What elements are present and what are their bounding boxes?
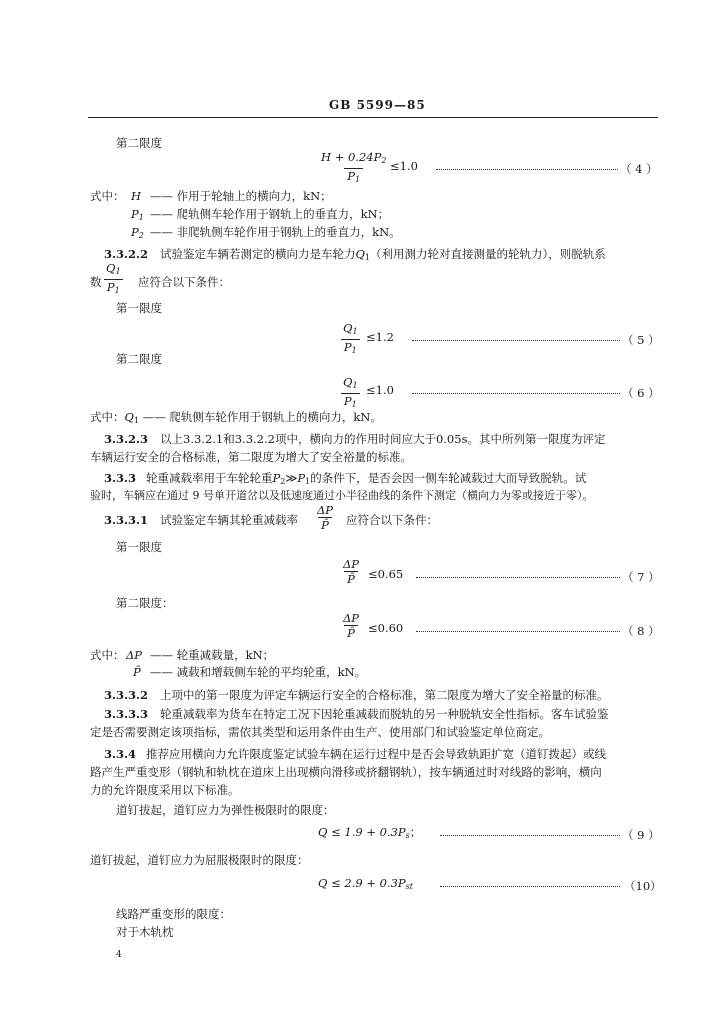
s3322-frac-num: Q bbox=[106, 261, 116, 275]
eq6-relation: ≤1.0 bbox=[366, 383, 394, 397]
eq4-fraction bbox=[318, 150, 389, 187]
s3322-number: 3.3.2.2 bbox=[104, 247, 149, 261]
s333-line2: 验时，车辆应在通过 9 号单开道岔以及低速度通过小半径曲线的条件下测定（横向力为零或接近于零）。 bbox=[90, 489, 594, 502]
s334-line1: 推荐应用横向力允许限度鉴定试验车辆在运行过程中是否会导致轨距扩宽（道钉拨起）或线 bbox=[146, 747, 606, 761]
s3323-line2: 车辆运行安全的合格标准，第二限度为增大了安全裕量的标准。 bbox=[90, 450, 412, 464]
eq6-numerator-sub: 1 bbox=[352, 381, 358, 390]
def1-p1-sub: 1 bbox=[138, 213, 144, 222]
s333-p2: P bbox=[272, 471, 281, 485]
eq5-denominator: P bbox=[343, 340, 352, 354]
eq4-numerator: H + 0.24P bbox=[321, 150, 382, 164]
eq5-numerator-sub: 1 bbox=[352, 327, 358, 336]
def2-intro: 式中： bbox=[90, 410, 125, 424]
def3-dp-text: —— 轮重减载量，kN； bbox=[150, 648, 275, 662]
s333-p2-sub: 2 bbox=[280, 477, 286, 486]
s3333-line1: 轮重减载率为货车在特定工况下因轮重减载而脱轨的另一种脱轨安全性指标。客车试验鉴 bbox=[160, 707, 609, 721]
tail-line2: 对于木轨枕 bbox=[116, 925, 174, 939]
eq6-fraction bbox=[340, 375, 361, 412]
s3322-suffix: 应符合以下条件： bbox=[138, 275, 230, 289]
s333-p1-sub: 1 bbox=[305, 477, 311, 486]
s3331-suffix: 应符合以下条件： bbox=[346, 513, 438, 527]
eq4-denominator-sub: 1 bbox=[355, 175, 361, 184]
eq10-formula-sub: st bbox=[405, 882, 413, 891]
page-number: 4 bbox=[116, 950, 122, 960]
s333-line1 bbox=[146, 471, 586, 489]
eq5-denominator-sub: 1 bbox=[351, 346, 357, 355]
eq9-formula bbox=[318, 825, 421, 843]
eq8-leader bbox=[416, 630, 620, 632]
s3322-line1 bbox=[160, 247, 606, 265]
s3322-prefix: 数 bbox=[90, 275, 102, 289]
eq4-label: 第二限度 bbox=[116, 136, 162, 150]
eq5-label: 第一限度 bbox=[116, 301, 162, 315]
s3333-line2: 定是否需要测定该项指标，需依其类型和运用条件由生产、使用部门和试验鉴定单位商定。 bbox=[90, 725, 550, 739]
eq9-label: 道钉拔起，道钉应力为弹性极限时的限度： bbox=[116, 803, 335, 817]
eq8-label: 第二限度： bbox=[116, 596, 174, 610]
s3331-fraction bbox=[314, 503, 336, 532]
eq4-number: （ 4 ） bbox=[620, 162, 658, 176]
def1-p2-letter: P bbox=[131, 225, 139, 239]
eq10-leader bbox=[440, 885, 620, 887]
s3322-text1: 试验鉴定车辆若测定的横向力是车轮力 bbox=[160, 247, 356, 261]
s334-line2: 路产生严重变形（钢轨和轨枕在道床上出现横向滑移或挤翻钢轨），按车辆通过时对线路的影响，横向 bbox=[90, 765, 602, 779]
eq9-formula-sub: s bbox=[405, 831, 410, 840]
eq8-numerator: ΔP bbox=[343, 611, 360, 625]
eq5-numerator: Q bbox=[343, 321, 353, 335]
s3322-q1-sub: 1 bbox=[364, 253, 371, 262]
eq6-denominator: P bbox=[343, 394, 352, 408]
def1-p1-text: —— 爬轨侧车轮作用于钢轨上的垂直力，kN； bbox=[150, 207, 390, 221]
def2-line bbox=[90, 410, 382, 428]
eq6-leader bbox=[412, 392, 620, 394]
header-rule bbox=[88, 117, 658, 118]
s3322-fraction bbox=[103, 261, 124, 298]
eq9-leader bbox=[440, 834, 620, 836]
s3331-number: 3.3.3.1 bbox=[104, 513, 149, 527]
def2-symbol: Q bbox=[124, 410, 134, 424]
eq10-label: 道钉拔起，道钉应力为屈服极限时的限度： bbox=[90, 853, 309, 867]
eq7-number: （ 7 ） bbox=[622, 570, 660, 584]
eq5-fraction bbox=[340, 321, 361, 358]
def3-intro: 式中： bbox=[90, 648, 125, 662]
eq4-denominator: P bbox=[347, 169, 356, 183]
def1-h-symbol: H bbox=[131, 189, 142, 203]
s3322-frac-num-sub: 1 bbox=[115, 267, 121, 276]
def1-p2-symbol bbox=[131, 225, 144, 243]
eq4-relation: ≤1.0 bbox=[390, 159, 418, 173]
eq9-number: （ 9 ） bbox=[622, 828, 660, 842]
s333-number: 3.3.3 bbox=[104, 471, 137, 485]
s3331-frac-num: ΔP bbox=[317, 503, 334, 517]
def2-text: —— 爬轨侧车轮作用于钢轨上的横向力，kN。 bbox=[142, 410, 382, 424]
s3322-frac-den-sub: 1 bbox=[114, 286, 120, 295]
s333-relation: ≫ bbox=[285, 471, 298, 485]
eq8-fraction bbox=[340, 611, 362, 640]
eq4-leader bbox=[436, 168, 618, 170]
def1-p1-symbol bbox=[131, 207, 144, 225]
eq7-label: 第一限度 bbox=[116, 540, 162, 554]
def2-sub: 1 bbox=[133, 416, 140, 425]
def1-intro: 式中： bbox=[90, 189, 125, 203]
s3333-number: 3.3.3.3 bbox=[104, 707, 149, 721]
s334-line3: 力的允许限度采用以下标准。 bbox=[90, 783, 240, 797]
s333-line1b: 的条件下，是否会因一侧车轮减载过大而导致脱轨。试 bbox=[310, 471, 587, 485]
def1-p2-text: —— 非爬轨侧车轮作用于钢轨上的垂直力，kN。 bbox=[150, 225, 401, 239]
s333-p1: P bbox=[297, 471, 306, 485]
eq8-denominator: P̄ bbox=[344, 625, 358, 640]
s3331-text: 试验鉴定车辆其轮重减载率 bbox=[160, 513, 298, 527]
s333-line1a: 轮重减载率用于车轮轮重 bbox=[146, 471, 273, 485]
s334-number: 3.3.4 bbox=[104, 747, 137, 761]
eq5-relation: ≤1.2 bbox=[366, 330, 394, 344]
eq5-number: （ 5 ） bbox=[622, 333, 660, 347]
s3323-line1: 以上3.3.2.1和3.3.2.2项中，横向力的作用时间应大于0.05s。其中所列第一限度为评定 bbox=[160, 432, 606, 446]
eq8-number: （ 8 ） bbox=[622, 624, 660, 638]
def3-pbar-symbol: P̄ bbox=[133, 665, 141, 679]
eq7-fraction bbox=[340, 557, 362, 586]
s3322-text2: （利用测力轮对直接测量的轮轨力），则脱轨系 bbox=[370, 247, 606, 261]
def1-p1-letter: P bbox=[131, 207, 139, 221]
eq7-leader bbox=[416, 576, 620, 578]
eq7-relation: ≤0.65 bbox=[368, 567, 404, 581]
eq9-formula-tail: ； bbox=[409, 825, 422, 839]
s3332-number: 3.3.3.2 bbox=[104, 688, 149, 702]
s3332-text: 上项中的第一限度为评定车辆运行安全的合格标准，第二限度为增大了安全裕量的标准。 bbox=[160, 688, 609, 702]
eq5-leader bbox=[412, 339, 620, 341]
eq10-formula-text: Q ≤ 2.9 + 0.3P bbox=[318, 876, 406, 890]
eq10-formula bbox=[318, 876, 413, 894]
s3323-number: 3.3.2.3 bbox=[104, 432, 149, 446]
s3322-q1: Q bbox=[355, 247, 365, 261]
eq10-number: （10） bbox=[624, 879, 662, 893]
eq7-numerator: ΔP bbox=[343, 557, 360, 571]
eq7-denominator: P̄ bbox=[344, 571, 358, 586]
eq8-relation: ≤0.60 bbox=[368, 621, 404, 635]
header-code: GB 5599—85 bbox=[329, 98, 426, 112]
eq6-number: （ 6 ） bbox=[622, 386, 660, 400]
s3331-frac-den: P̄ bbox=[318, 517, 332, 532]
def3-pbar-text: —— 减载和增载侧车轮的平均轮重，kN。 bbox=[150, 665, 367, 679]
s3322-frac-den: P bbox=[106, 280, 115, 294]
eq6-label: 第二限度 bbox=[116, 352, 162, 366]
eq9-formula-text: Q ≤ 1.9 + 0.3P bbox=[318, 825, 406, 839]
eq6-denominator-sub: 1 bbox=[351, 400, 357, 409]
tail-line1: 线路严重变形的限度： bbox=[116, 907, 231, 921]
eq6-numerator: Q bbox=[343, 375, 353, 389]
def3-dp-symbol: ΔP bbox=[126, 648, 143, 662]
def1-p2-sub: 2 bbox=[138, 231, 144, 240]
def1-h-text: —— 作用于轮轴上的横向力，kN； bbox=[150, 189, 332, 203]
eq4-numerator-sub: 2 bbox=[381, 156, 387, 165]
